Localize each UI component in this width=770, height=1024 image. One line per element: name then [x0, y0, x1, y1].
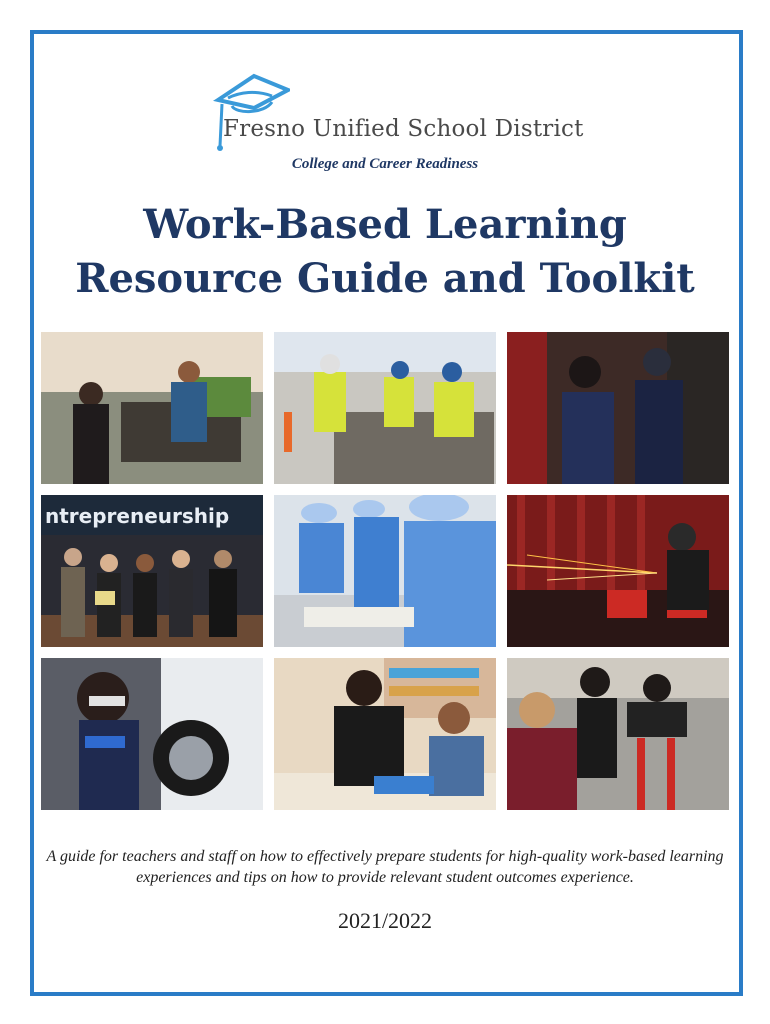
graduation-cap-icon [210, 68, 290, 158]
photo-plant-nursery [41, 332, 263, 484]
photo-lab-gowns [274, 495, 496, 647]
photo-construction-concrete [274, 332, 496, 484]
photo-welding-sparks [507, 495, 729, 647]
photo-sign-text: ntrepreneurship [45, 504, 230, 528]
school-year: 2021/2022 [337, 908, 433, 933]
photo-tutoring-child [274, 658, 496, 810]
org-name: Fresno Unified School District [223, 116, 584, 142]
photo-entrepreneurship-group [41, 495, 263, 647]
guide-description: A guide for teachers and staff on how to effectively prepare students for high-quality work-based learning experiences and tips on how to provide relevant student outcomes experience. [46, 848, 724, 886]
title-line-2: Resource Guide and Toolkit [75, 255, 695, 302]
page-title [0, 198, 770, 306]
photo-fire-explorers [507, 332, 729, 484]
subtitle: College and Career Readiness [291, 156, 479, 172]
title-line-1: Work-Based Learning [143, 201, 627, 248]
photo-auto-tire [41, 658, 263, 810]
photo-grid [41, 332, 729, 810]
photo-video-camera [507, 658, 729, 810]
